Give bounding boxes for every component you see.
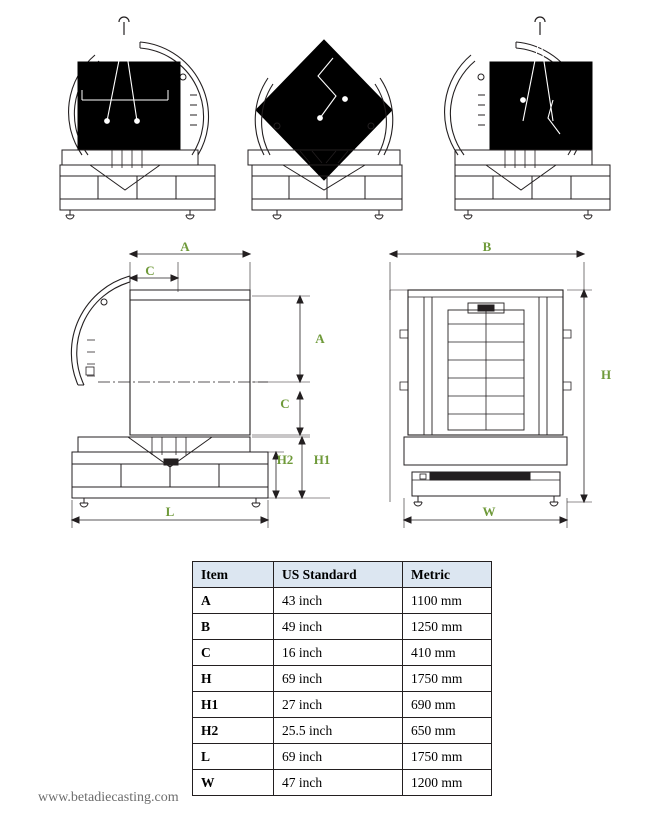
table-header-row [193, 562, 492, 588]
table-row [193, 588, 492, 614]
cell-us: 69 inch [274, 744, 403, 770]
table-row [193, 770, 492, 796]
cell-us: 25.5 inch [274, 718, 403, 744]
cell-us: 49 inch [274, 614, 403, 640]
dimension-label-h: H [600, 367, 612, 382]
top-middle-view [248, 40, 402, 219]
dimension-label-h2: H2 [276, 452, 294, 467]
cell-metric: 1750 mm [403, 744, 492, 770]
table-row [193, 744, 492, 770]
dimension-label-w: W [482, 504, 496, 519]
cell-us: 47 inch [274, 770, 403, 796]
column-header-metric: Metric [403, 562, 492, 588]
cell-item: L [193, 744, 274, 770]
table-row [193, 692, 492, 718]
top-left-view [60, 17, 215, 219]
column-header-us-standard: US Standard [274, 562, 403, 588]
side-elevation-view [71, 251, 330, 528]
table-row [193, 640, 492, 666]
cell-metric: 1750 mm [403, 666, 492, 692]
cell-item: H1 [193, 692, 274, 718]
cell-item: H2 [193, 718, 274, 744]
cell-us: 27 inch [274, 692, 403, 718]
dimension-label-c-top: C [145, 263, 155, 278]
specification-table [192, 561, 492, 796]
cell-item: W [193, 770, 274, 796]
cell-metric: 1250 mm [403, 614, 492, 640]
dimension-label-a-side: A [315, 331, 325, 346]
column-header-item: Item [193, 562, 274, 588]
table-row [193, 666, 492, 692]
cell-metric: 650 mm [403, 718, 492, 744]
website-watermark: www.betadiecasting.com [38, 790, 179, 805]
cell-metric: 1100 mm [403, 588, 492, 614]
cell-metric: 410 mm [403, 640, 492, 666]
cell-us: 69 inch [274, 666, 403, 692]
top-right-view [445, 17, 610, 219]
cell-metric: 690 mm [403, 692, 492, 718]
table-row [193, 614, 492, 640]
cell-metric: 1200 mm [403, 770, 492, 796]
cell-us: 16 inch [274, 640, 403, 666]
dimension-label-a-top: A [180, 239, 190, 254]
dimension-label-b: B [482, 239, 492, 254]
cell-us: 43 inch [274, 588, 403, 614]
specification-table-container [192, 561, 492, 796]
cell-item: C [193, 640, 274, 666]
cell-item: A [193, 588, 274, 614]
table-row [193, 718, 492, 744]
dimension-label-l: L [165, 504, 175, 519]
cell-item: B [193, 614, 274, 640]
cell-item: H [193, 666, 274, 692]
dimension-label-c-side: C [280, 396, 290, 411]
front-elevation-view [390, 251, 592, 528]
dimension-label-h1: H1 [313, 452, 331, 467]
